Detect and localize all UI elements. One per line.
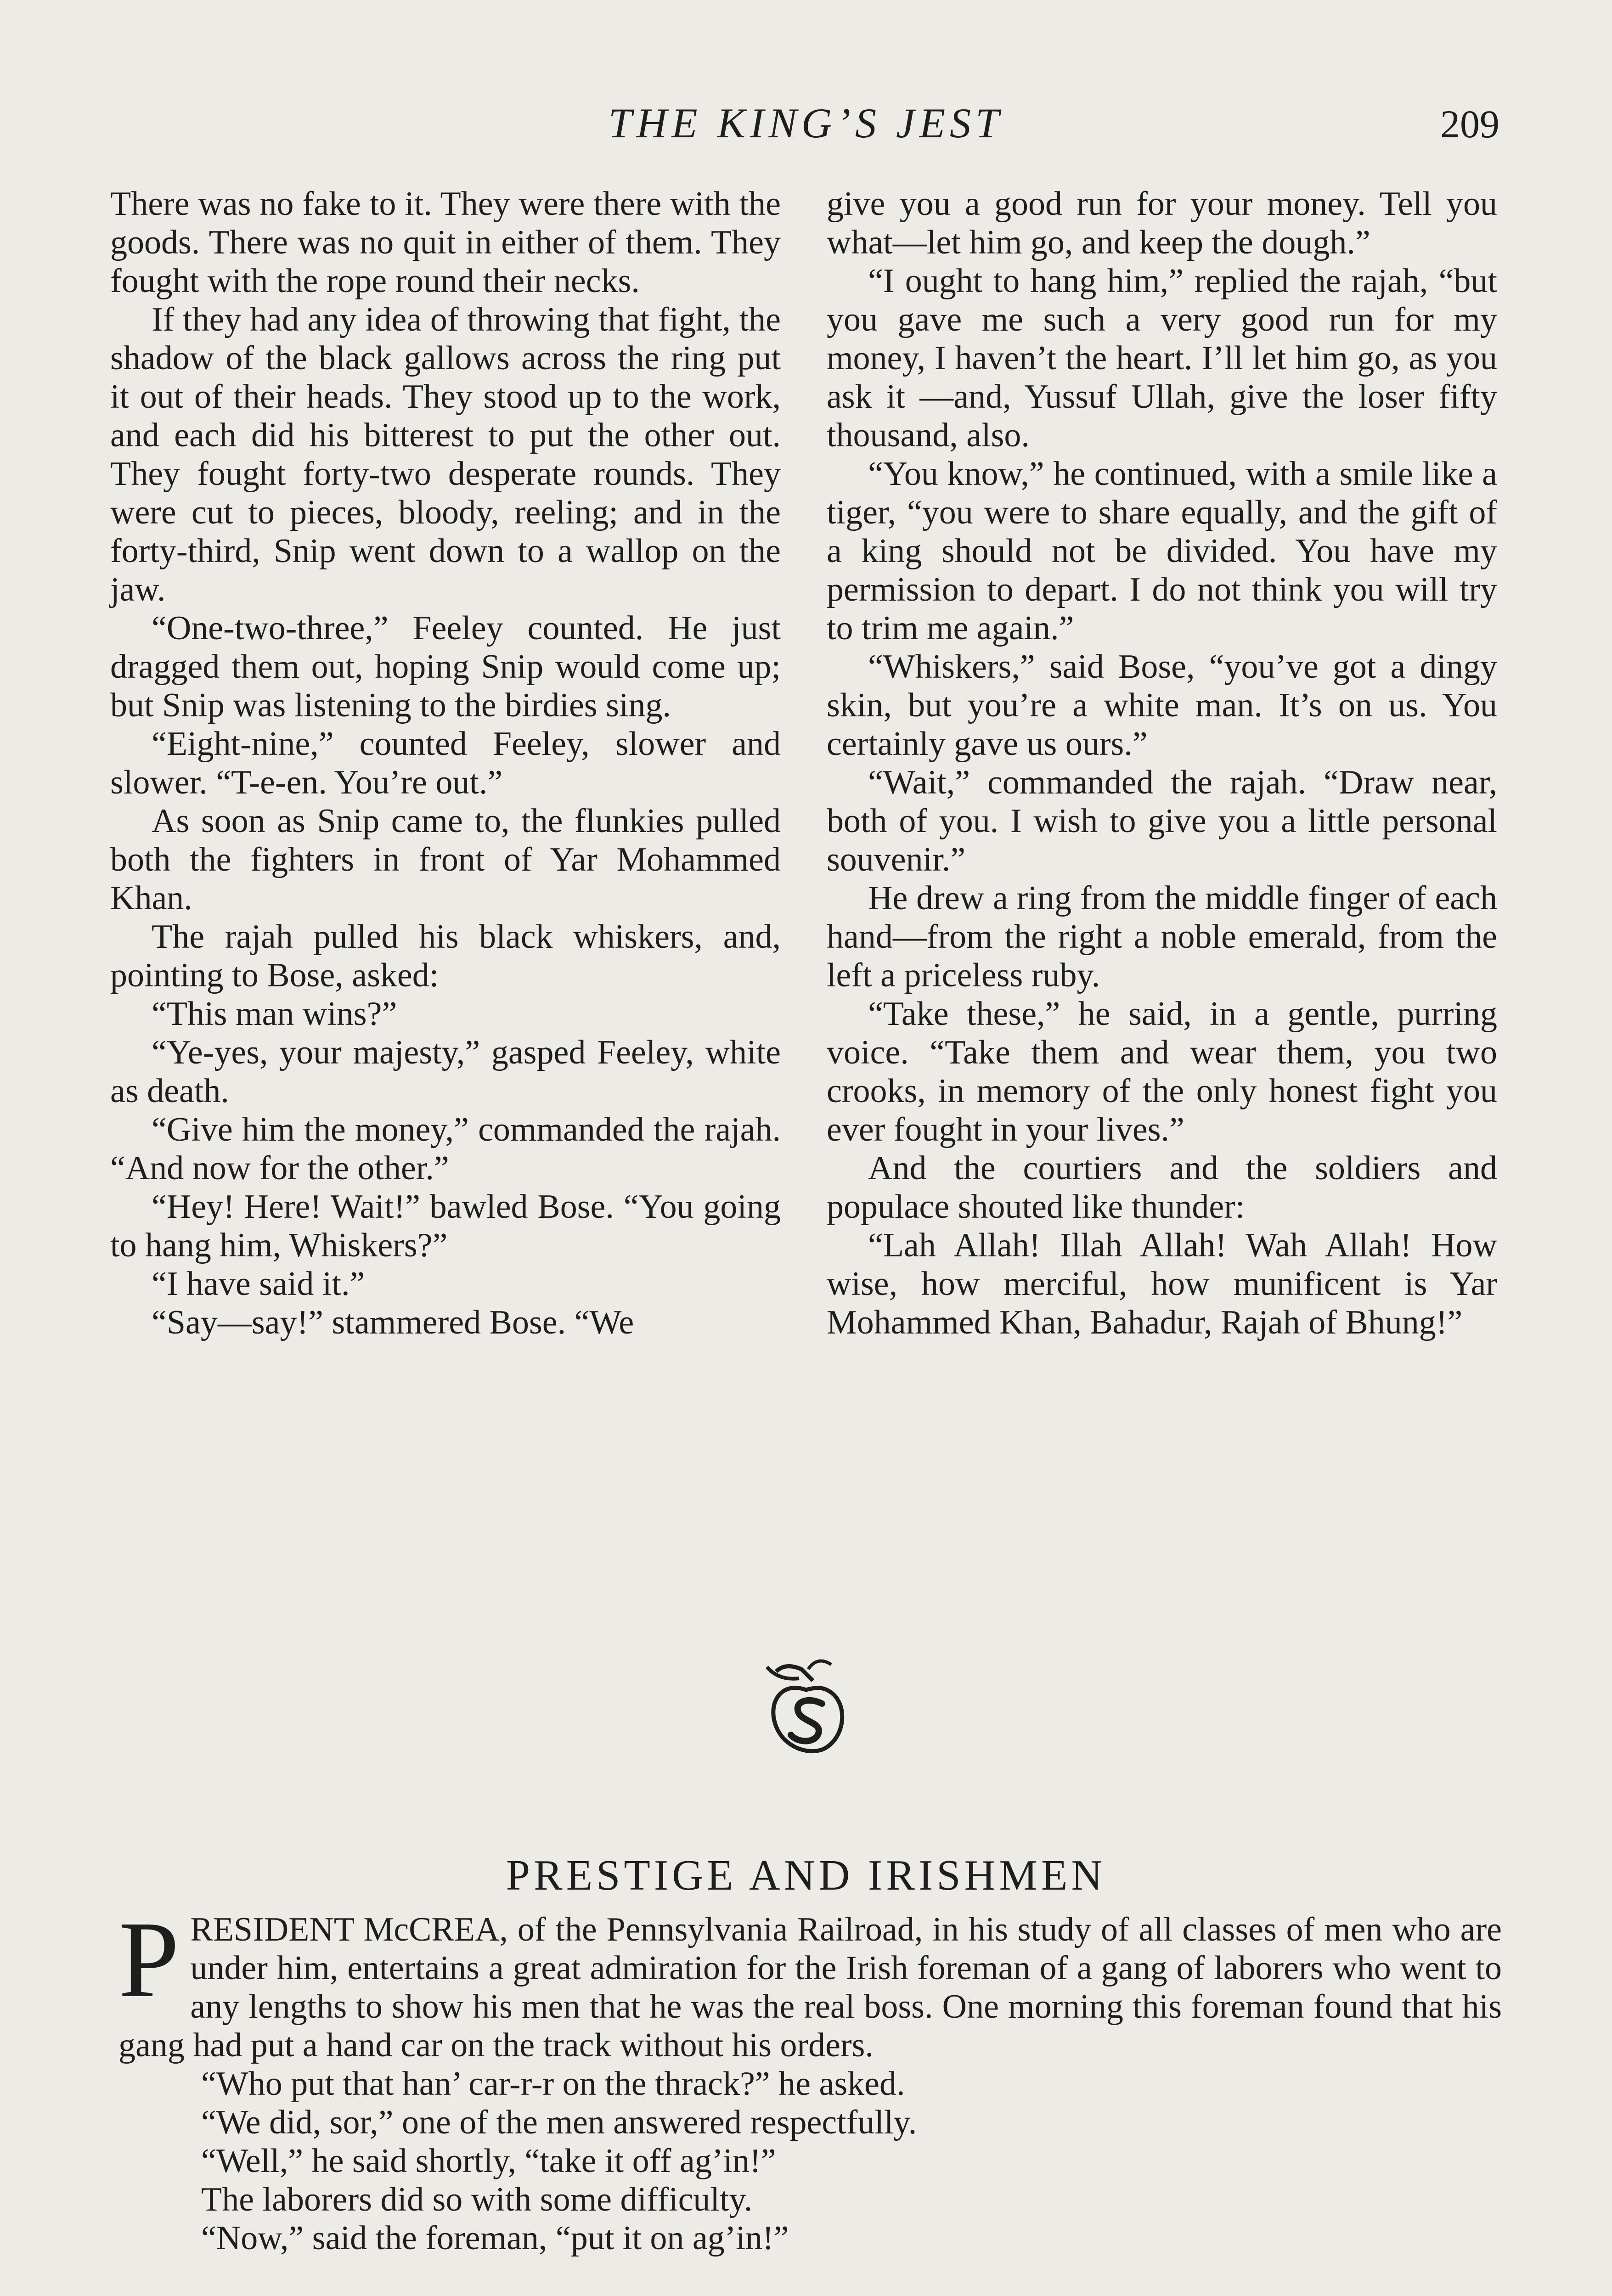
paragraph: “Lah Allah! Illah Allah! Wah Allah! How wise, how merciful, how munificent is Yar Mohammed Khan, Bahadur, Rajah of Bhung!” — [827, 1227, 1497, 1341]
paragraph: “I have said it.” — [152, 1265, 365, 1303]
paragraph: As soon as Snip came to, the flunkies pulled both the fighters in front of Yar Mohammed Khan. — [110, 802, 781, 917]
drop-cap: P — [118, 1899, 180, 2020]
paragraph: He drew a ring from the middle finger of each hand—from the right a noble emerald, from the left a priceless ruby. — [827, 879, 1497, 994]
paragraph: “Hey! Here! Wait!” bawled Bose. “You going to hang him, Whiskers?” — [110, 1188, 781, 1264]
lead-paragraph — [118, 1899, 1502, 2065]
dialog-line: The laborers did so with some difficulty. — [201, 2181, 753, 2218]
left-column — [110, 185, 781, 1342]
dialog-line: “Who put that han’ car-r-r on the thrack?” he asked. — [201, 2065, 905, 2103]
paragraph: “This man wins?” — [152, 995, 397, 1033]
lead-text: RESIDENT McCREA, of the Pennsylvania Railroad, in his study of all classes of men who are under him, entertains a great admiration for the Irish foreman of a gang of laborers who went to any lengths to show his men that he was the real boss. One morning this foreman found that his gang had put a hand car on the track without his orders. — [118, 1911, 1502, 2064]
s-apple-ornament-icon — [758, 1653, 854, 1759]
page-number: 209 — [1440, 102, 1499, 146]
paragraph: “Take these,” he said, in a gentle, purring voice. “Take them and wear them, you two crooks, in memory of the only honest fight you ever fought in your lives.” — [827, 995, 1497, 1148]
paragraph: “Say—say!” stammered Bose. “We — [152, 1304, 634, 1341]
paragraph: And the courtiers and the soldiers and populace shouted like thunder: — [827, 1149, 1497, 1226]
dialog-line: “We did, sor,” one of the men answered respectfully. — [201, 2104, 917, 2141]
paragraph: The rajah pulled his black whiskers, and, pointing to Bose, asked: — [110, 918, 781, 994]
paragraph: There was no fake to it. They were there with the goods. There was no quit in either of them. They fought with the rope round their necks. — [110, 185, 781, 300]
paragraph: “Whiskers,” said Bose, “you’ve got a dingy skin, but you’re a white man. It’s on us. You certainly gave us ours.” — [827, 648, 1497, 763]
article-title: PRESTIGE AND IRISHMEN — [506, 1851, 1106, 1899]
dialog-line: “Well,” he said shortly, “take it off ag’in!” — [201, 2142, 776, 2180]
paragraph: “Ye-yes, your majesty,” gasped Feeley, white as death. — [110, 1034, 781, 1110]
paragraph: give you a good run for your money. Tell you what—let him go, and keep the dough.” — [827, 185, 1497, 261]
paragraph: “I ought to hang him,” replied the rajah, “but you gave me such a very good run for my money, I haven’t the heart. I’ll let him go, as you ask it —and, Yussuf Ullah, give the loser fifty thousand, also. — [827, 262, 1497, 454]
dialog-line: “Now,” said the foreman, “put it on ag’in!” — [201, 2219, 789, 2257]
right-column — [827, 185, 1497, 1342]
paragraph: “One-two-three,” Feeley counted. He just dragged them out, hoping Snip would come up; but Snip was listening to the birdies sing. — [110, 609, 781, 724]
paragraph: “Eight-nine,” counted Feeley, slower and slower. “T-e-en. You’re out.” — [110, 725, 781, 801]
paragraph: “Give him the money,” commanded the rajah. “And now for the other.” — [110, 1111, 781, 1187]
article-body — [118, 1899, 1502, 2257]
paragraph: “You know,” he continued, with a smile like a tiger, “you were to share equally, and the gift of a king should not be divided. You have my permission to depart. I do not think you will try to trim me again.” — [827, 455, 1497, 647]
paragraph: “Wait,” commanded the rajah. “Draw near, both of you. I wish to give you a little personal souvenir.” — [827, 764, 1497, 878]
page-header-title: THE KING’S JEST — [608, 100, 1004, 146]
paragraph: If they had any idea of throwing that fight, the shadow of the black gallows across the ring put it out of their heads. They stood up to the work, and each did his bitterest to put the other out. They fought forty-two desperate rounds. They were cut to pieces, bloody, reeling; and in the forty-third, Snip went down to a wallop on the jaw. — [110, 301, 781, 608]
